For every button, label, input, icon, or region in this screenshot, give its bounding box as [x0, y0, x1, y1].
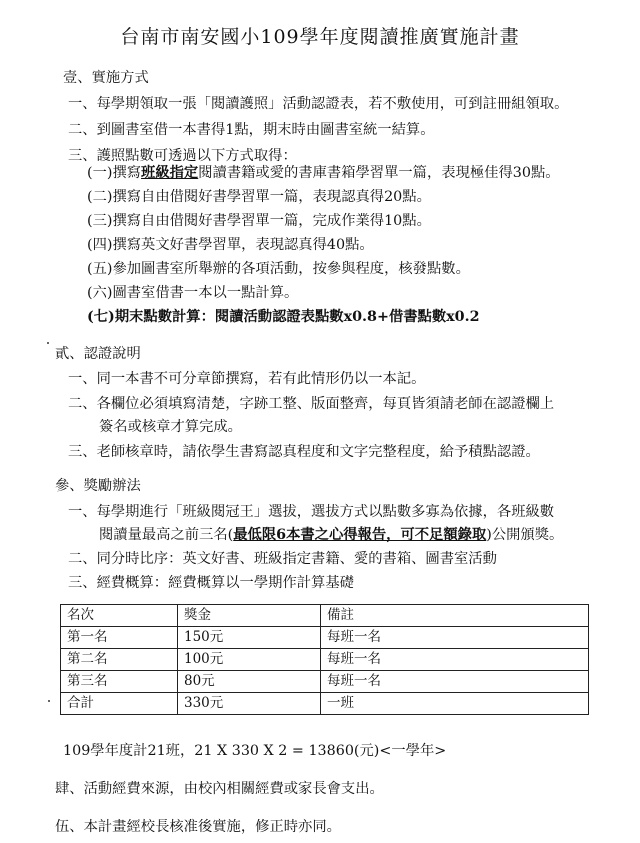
section-1-item-2: 二、到圖書室借一本書得1點，期末時由圖書室統一結算。	[68, 122, 435, 138]
section-1-item-3: 三、護照點數可透過以下方式取得：	[68, 148, 297, 164]
section-1-sub-3: (三)撰寫自由借閱好書學習單一篇，完成作業得10點。	[87, 213, 431, 229]
page-title: 台南市南安國小109學年度閱讀推廣實施計畫	[120, 26, 520, 48]
table-cell: 一班	[321, 693, 589, 715]
table-header-cell: 名次	[61, 605, 178, 627]
table-row	[61, 627, 589, 649]
section-2-item-1: 一、同一本書不可分章節撰寫，若有此情形仍以一本記。	[68, 371, 426, 387]
item-1-cont-suffix: )公開頒獎。	[486, 527, 564, 543]
sub-1-prefix: (一)撰寫	[87, 165, 142, 181]
section-1-item-1: 一、每學期領取一張「閱讀護照」活動認證表，若不敷使用，可到註冊組領取。	[68, 96, 569, 112]
budget-total: 109學年度計21班，21 X 330 X 2 = 13860(元)<一學年>	[63, 743, 447, 759]
scan-speck	[48, 700, 50, 702]
table-cell: 每班一名	[321, 627, 589, 649]
sub-1-emphasis: 班級指定	[141, 165, 199, 181]
sub-1-suffix: 閱讀書籍或愛的書庫書箱學習單一篇，表現極佳得30點。	[198, 165, 560, 181]
section-2-item-2: 二、各欄位必須填寫清楚，字跡工整、版面整齊，每頁皆須請老師在認證欄上	[68, 396, 555, 412]
section-4: 肆、活動經費來源，由校內相關經費或家長會支出。	[55, 781, 384, 797]
section-3-item-1: 一、每學期進行「班級閱冠王」選拔，選拔方式以點數多寡為依據，各班級數	[68, 504, 555, 520]
section-2-item-3: 三、老師核章時，請依學生書寫認真程度和文字完整程度，給予積點認證。	[68, 444, 540, 460]
table-row	[61, 671, 589, 693]
section-3-heading: 參、獎勵辦法	[55, 478, 141, 494]
section-1-sub-7: (七)期末點數計算：閱讀活動認證表點數x0.8+借書點數x0.2	[87, 309, 480, 325]
item-1-cont-prefix: 閱讀量最高之前三名(	[99, 527, 234, 543]
table-cell: 第二名	[61, 649, 178, 671]
table-header-cell: 獎金	[178, 605, 321, 627]
section-3-item-2: 二、同分時比序：英文好書、班級指定書籍、愛的書箱、圖書室活動	[68, 551, 497, 567]
table-cell: 第三名	[61, 671, 178, 693]
table-header-cell: 備註	[321, 605, 589, 627]
table-cell: 每班一名	[321, 649, 589, 671]
section-1-sub-5: (五)參加圖書室所舉辦的各項活動，按參與程度，核發點數。	[87, 261, 470, 277]
section-3-item-3: 三、經費概算：經費概算以一學期作計算基礎	[68, 575, 354, 591]
table-cell: 330元	[178, 693, 321, 715]
scan-speck	[47, 342, 49, 344]
item-1-cont-emphasis: 最低限6本書之心得報告，可不足額錄取	[233, 527, 487, 543]
table-row	[61, 693, 589, 715]
table-header-row	[61, 605, 589, 627]
section-1-heading: 壹、實施方式	[63, 70, 149, 86]
section-3-item-1-cont	[99, 526, 563, 544]
table-cell: 每班一名	[321, 671, 589, 693]
table-cell: 150元	[178, 627, 321, 649]
section-1-sub-4: (四)撰寫英文好書學習單，表現認真得40點。	[87, 237, 374, 253]
section-1-sub-6: (六)圖書室借書一本以一點計算。	[87, 285, 299, 301]
table-cell: 第一名	[61, 627, 178, 649]
table-cell: 合計	[61, 693, 178, 715]
section-2-item-2-cont: 簽名或核章才算完成。	[99, 419, 242, 435]
table-row	[61, 649, 589, 671]
section-2-heading: 貳、認證說明	[55, 346, 141, 362]
section-5: 伍、本計畫經校長核准後實施，修正時亦同。	[55, 819, 341, 835]
section-1-sub-1	[87, 164, 560, 182]
table-cell: 80元	[178, 671, 321, 693]
prize-table	[60, 604, 589, 715]
table-cell: 100元	[178, 649, 321, 671]
section-1-sub-2: (二)撰寫自由借閱好書學習單一篇，表現認真得20點。	[87, 189, 431, 205]
